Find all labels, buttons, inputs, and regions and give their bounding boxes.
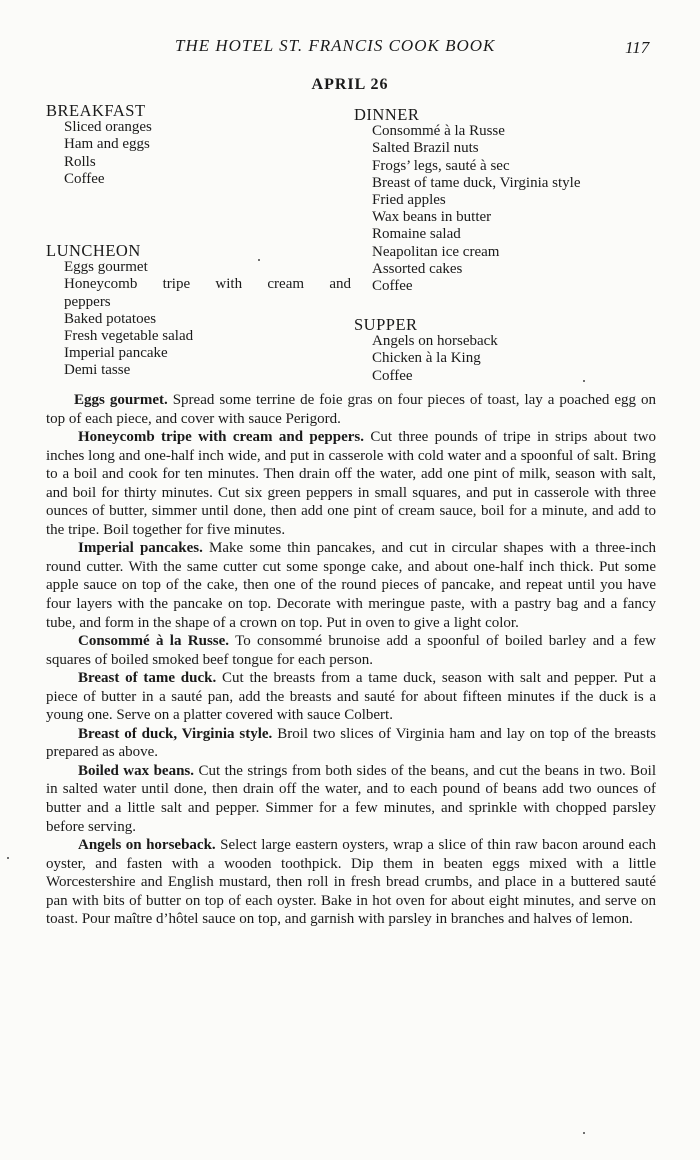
menu-item: Chicken à la King xyxy=(372,350,481,367)
recipe-text: Cut three pounds of tripe in strips about two inches long and one-half inch wide, and put in casserole with cold water and a spoonful of salt. Bring to a boil and cook for ten minutes. Then drain off the water, add one pint of milk, season with salt, and boil for thirty minutes. Cut six green peppers in small squares, and put in casserole with three ounces of butter, simmer until done, then add one pint of cream sauce, boil for a minute, and add to the tripe. Boil together for five minutes. xyxy=(46,429,657,538)
ink-speck xyxy=(7,857,9,859)
menu-item: Coffee xyxy=(372,278,413,295)
recipe-title: Boiled wax beans. xyxy=(78,762,195,779)
menu-item: Eggs gourmet xyxy=(64,259,148,276)
menu-item: Consommé à la Russe xyxy=(372,123,505,140)
recipe-section xyxy=(46,391,656,929)
menu-item: Rolls xyxy=(64,153,96,170)
supper-heading: SUPPER xyxy=(354,315,418,334)
ink-speck xyxy=(583,380,585,382)
menu-item: Breast of tame duck, Virginia style xyxy=(372,174,581,191)
menu-item-continuation: peppers xyxy=(64,293,111,310)
menu-item: Demi tasse xyxy=(64,362,131,379)
menu-item: Honeycomb tripe with cream and xyxy=(64,276,351,293)
recipe-title: Angels on horseback. xyxy=(78,837,216,854)
recipe-paragraph xyxy=(46,632,656,669)
recipe-title: Eggs gourmet. xyxy=(74,392,168,408)
recipe-paragraph xyxy=(46,762,656,836)
recipe-paragraph xyxy=(46,725,656,762)
menu-item: Wax beans in butter xyxy=(372,209,492,226)
ink-speck xyxy=(258,259,260,261)
recipe-paragraph xyxy=(46,539,656,632)
recipe-title: Breast of tame duck. xyxy=(78,670,217,687)
breakfast-items xyxy=(46,119,351,188)
menu-item: Angels on horseback xyxy=(372,333,498,350)
recipe-title: Imperial pancakes. xyxy=(78,540,203,557)
dinner-menu xyxy=(354,106,664,295)
recipe-text: Select large eastern oysters, wrap a slice of thin raw bacon around each oyster, and fasten with a wooden toothpick. Dip them in beaten eggs mixed with a little Worcestershire and English mustard, then roll in fresh bread crumbs, and place in a buttered sauté pan with bits of butter on top of each oyster. Bake in hot oven for about eight minutes, and serve on toast. Pour maître d’hôtel sauce on top, and garnish with parsley in branches and halves of lemon. xyxy=(46,837,656,928)
menu-item: Neapolitan ice cream xyxy=(372,243,500,260)
recipe-text: Broil two slices of Virginia ham and lay on top of the breasts prepared as above. xyxy=(46,725,657,761)
recipe-title: Consommé à la Russe. xyxy=(78,633,230,650)
luncheon-heading: LUNCHEON xyxy=(46,241,141,260)
menu-item: Imperial pancake xyxy=(64,345,168,362)
supper-items xyxy=(354,333,664,385)
luncheon-items xyxy=(46,259,351,379)
dinner-items xyxy=(354,123,664,295)
recipe-paragraph xyxy=(46,836,656,929)
recipe-text: To consommé brunoise add a spoonful of boiled barley and a few squares of boiled smoked beef tongue for each person. xyxy=(46,633,657,668)
recipe-text: Spread some terrine de foie gras on four pieces of toast, lay a poached egg on top of each piece, and cover with sauce Perigord. xyxy=(46,392,656,427)
recipe-text: Cut the strings from both sides of the beans, and cut the beans in two. Boil in salted water until done, then drain off the water, and to each pound of beans add two ounces of butter and a little salt and pepper. Simmer for a few minutes, and sprinkle with chopped parsley before serving. xyxy=(46,762,656,835)
recipe-title: Breast of duck, Virginia style. xyxy=(78,725,273,742)
breakfast-heading: BREAKFAST xyxy=(46,101,146,120)
menu-item: Baked potatoes xyxy=(64,310,157,327)
menu-item: Coffee xyxy=(372,367,413,384)
menu-item: Fried apples xyxy=(372,192,446,209)
recipe-paragraph xyxy=(46,669,656,725)
menu-item: Coffee xyxy=(64,170,105,187)
recipe-text: Cut the breasts from a tame duck, season with salt and pepper. Put a piece of butter in a sauté pan, add the breasts and sauté for about fifteen minutes if the duck is a young one. Serve on a platter covered with sauce Colbert. xyxy=(46,670,656,724)
daily-menus xyxy=(46,102,666,387)
ink-speck xyxy=(583,1132,585,1134)
running-title: THE HOTEL ST. FRANCIS COOK BOOK xyxy=(175,36,496,55)
menu-item: Salted Brazil nuts xyxy=(372,140,479,157)
luncheon-menu xyxy=(46,242,351,380)
page-header xyxy=(0,36,700,60)
menu-column-right xyxy=(354,105,664,384)
menu-item: Romaine salad xyxy=(372,226,461,243)
menu-item: Fresh vegetable salad xyxy=(64,328,194,345)
menu-date: APRIL 26 xyxy=(311,76,389,93)
recipe-paragraph xyxy=(46,391,656,428)
menu-item: Sliced oranges xyxy=(64,119,152,136)
recipe-paragraph xyxy=(46,428,656,539)
breakfast-menu xyxy=(46,102,351,188)
menu-item: Assorted cakes xyxy=(372,260,463,277)
recipe-text: Make some thin pancakes, and cut in circular shapes with a three-inch round cutter. With the same cutter cut some sponge cake, and about one-half inch thick. Put some apple sauce on top of the cake, then one of the round pieces of pancake, and repeat until you have four layers with the pancake on top. Decorate with meringue paste, with a pastry bag and a fancy tube, and form in the shape of a crown on top. Put in oven to give a light color. xyxy=(46,540,656,631)
menu-column-left xyxy=(46,101,351,379)
menu-item: Frogs’ legs, sauté à sec xyxy=(372,157,510,174)
page-number: 117 xyxy=(625,38,650,57)
dinner-heading: DINNER xyxy=(354,105,420,124)
supper-menu xyxy=(354,316,664,385)
recipe-title: Honeycomb tripe with cream and peppers. xyxy=(78,429,364,446)
menu-item: Ham and eggs xyxy=(64,136,150,153)
